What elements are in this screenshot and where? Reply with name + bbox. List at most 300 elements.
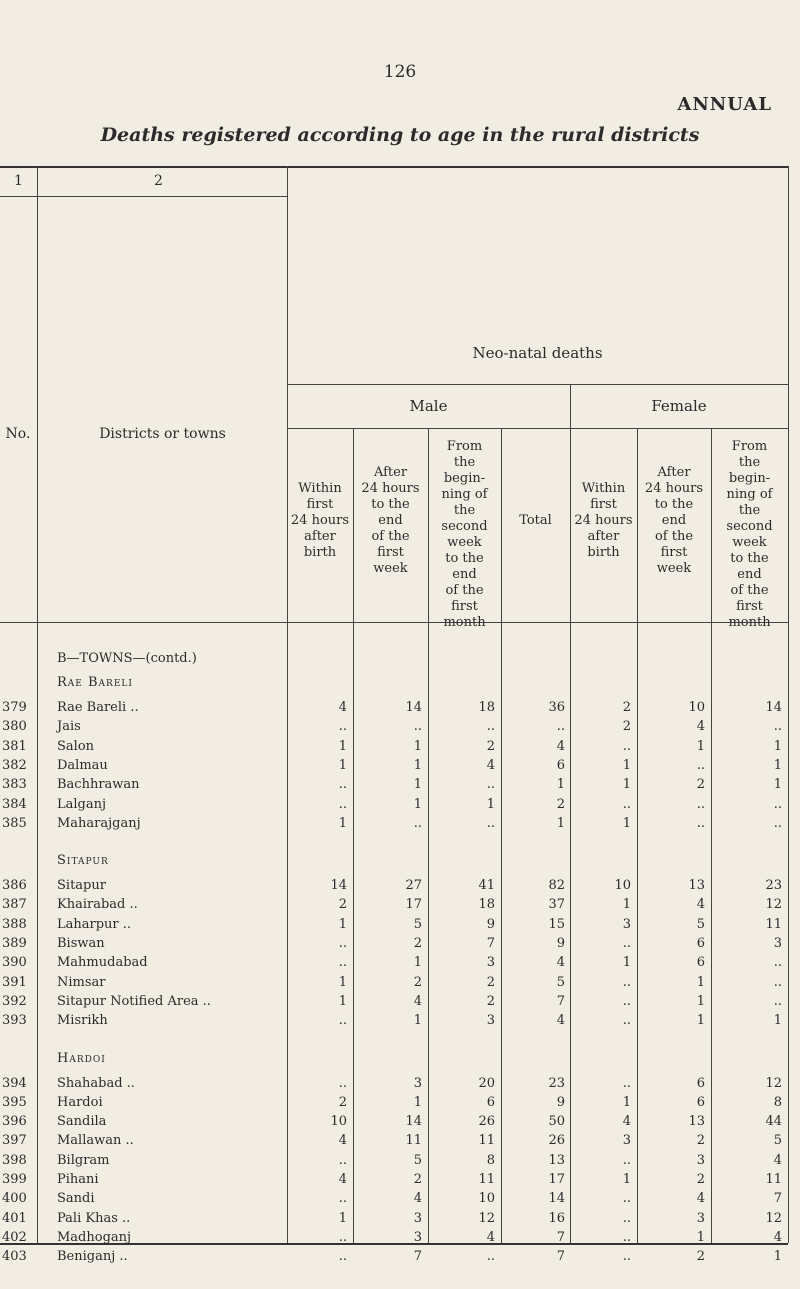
table-cell: 11 [765, 1172, 782, 1187]
row-number: 397 [2, 1133, 27, 1149]
table-cell: 11 [478, 1172, 495, 1187]
table-cell: 20 [478, 1075, 495, 1091]
table-cell: 1 [696, 738, 705, 754]
table-cell: 23 [765, 878, 782, 894]
table-cell: 1 [773, 1013, 782, 1029]
table-cell: .. [486, 815, 495, 831]
table-cell: .. [486, 1249, 495, 1265]
header-male-after-24h-line: week [373, 561, 408, 576]
table-cell: 2 [696, 1249, 705, 1265]
table-cell: 1 [413, 1013, 422, 1029]
table-cell: .. [338, 719, 347, 735]
table-cell: 1 [413, 955, 422, 971]
row-number: 391 [2, 974, 27, 990]
table-cell: 4 [556, 738, 565, 754]
table-cell: 13 [548, 1152, 565, 1168]
table-cell: 1 [622, 1094, 631, 1110]
header-female: Female [651, 397, 707, 415]
header-male-within-24h-line: after [304, 529, 336, 544]
table-cell: 4 [556, 955, 565, 971]
table-cell: 11 [405, 1133, 422, 1149]
table-cell: 2 [413, 1172, 422, 1187]
table-cell: 8 [773, 1094, 782, 1110]
row-number: 390 [2, 955, 27, 971]
vrule-right [788, 166, 789, 1243]
table-cell: 12 [765, 897, 782, 913]
table-cell: 6 [696, 1075, 705, 1091]
table-cell: .. [338, 1229, 347, 1245]
header-female-second-week-line: ning of [726, 487, 773, 502]
table-cell: .. [556, 719, 565, 735]
table-cell: 7 [556, 993, 565, 1009]
colnum-rule [0, 196, 287, 197]
table-cell: 9 [486, 916, 495, 932]
district-name: Pihani [57, 1172, 99, 1187]
table-cell: 14 [548, 1191, 565, 1207]
header-female-after-24h-line: 24 hours [644, 481, 704, 496]
header-female-within-24h [570, 481, 637, 561]
header-annual: ANNUAL [677, 94, 772, 115]
row-number: 388 [2, 916, 27, 932]
table-cell: 1 [338, 974, 347, 990]
table-cell: 4 [622, 1114, 631, 1130]
header-female-after-24h-line: of the [654, 529, 694, 544]
header-female-second-week-line: week [732, 535, 767, 550]
district-name: Misrikh [57, 1013, 108, 1029]
table-cell: 3 [413, 1210, 422, 1226]
row-number: 387 [2, 897, 27, 913]
table-cell: 13 [688, 878, 705, 894]
table-cell: 4 [696, 719, 705, 735]
table-cell: 2 [696, 1133, 705, 1149]
table-cell: 16 [548, 1210, 565, 1226]
row-number: 382 [2, 757, 27, 773]
page-number: 126 [383, 62, 417, 82]
header-female-second-week-line: the [738, 455, 761, 470]
table-cell: 1 [338, 738, 347, 754]
header-male-second-week [428, 439, 501, 631]
table-cell: 2 [486, 974, 495, 990]
district-name: Mallawan .. [57, 1133, 134, 1149]
header-female-second-week-line: first [736, 599, 763, 614]
table-cell: 15 [548, 916, 565, 932]
header-male-second-week-line: month [443, 615, 486, 630]
district-name: Salon [57, 738, 95, 754]
header-male-within-24h-line: 24 hours [290, 513, 350, 528]
neonatal-rule [287, 384, 788, 385]
table-cell: 11 [765, 916, 782, 932]
district-name: Mahmudabad [57, 955, 148, 971]
district-name: Bachhrawan [57, 777, 140, 793]
district-name: Dalmau [57, 757, 108, 773]
table-cell: .. [773, 796, 782, 812]
table-cell: 4 [556, 1013, 565, 1029]
table-cell: .. [622, 1210, 631, 1226]
table-cell: 2 [696, 777, 705, 793]
table-cell: 44 [765, 1114, 782, 1130]
table-cell: .. [338, 936, 347, 951]
vrule-no [37, 166, 38, 1243]
header-male-after-24h-line: of the [371, 529, 410, 544]
table-cell: 1 [556, 815, 565, 831]
table-cell: .. [696, 796, 705, 812]
table-cell: 26 [548, 1133, 565, 1149]
header-male-second-week-line: begin- [443, 471, 486, 486]
table-cell: .. [413, 719, 422, 735]
table-cell: 2 [486, 993, 495, 1009]
header-male-second-week-line: the [453, 455, 476, 470]
header-female-after-24h-line: end [661, 513, 687, 528]
table-cell: .. [773, 993, 782, 1009]
table-cell: 2 [696, 1172, 705, 1187]
header-male-after-24h-line: 24 hours [361, 481, 420, 496]
table-cell: 4 [773, 1229, 782, 1245]
table-cell: 10 [614, 878, 631, 894]
header-male-after-24h-line: first [377, 545, 404, 560]
table-cell: 6 [696, 936, 705, 951]
table-cell: 3 [486, 1013, 495, 1029]
table-cell: 1 [622, 815, 631, 831]
table-cell: 5 [413, 916, 422, 932]
table-cell: 1 [696, 993, 705, 1009]
table-cell: 14 [330, 878, 347, 894]
header-female-second-week-line: end [737, 567, 762, 582]
table-cell: 4 [696, 897, 705, 913]
table-cell: 3 [622, 1133, 631, 1149]
table-cell: 4 [413, 993, 422, 1009]
table-cell: .. [696, 815, 705, 831]
table-cell: 1 [556, 777, 565, 793]
table-cell: 5 [413, 1152, 422, 1168]
table-cell: .. [622, 993, 631, 1009]
table-cell: 1 [622, 777, 631, 793]
table-cell: 3 [696, 1210, 705, 1226]
district-name: Beniganj .. [57, 1249, 128, 1265]
header-districts: Districts or towns [99, 426, 226, 442]
table-cell: 4 [486, 757, 495, 773]
table-cell: .. [338, 955, 347, 971]
table-cell: 17 [548, 1172, 565, 1187]
table-cell: 3 [413, 1075, 422, 1091]
table-cell: 37 [548, 897, 565, 913]
table-cell: 1 [338, 815, 347, 831]
header-male-after-24h-line: After [373, 465, 408, 480]
table-cell: 4 [773, 1152, 782, 1168]
table-subtitle: Deaths registered according to age in the rural districts [100, 124, 700, 146]
header-male-within-24h-line: first [306, 497, 334, 512]
table-cell: 7 [556, 1229, 565, 1245]
table-cell: 2 [413, 936, 422, 951]
table-cell: 1 [413, 777, 422, 793]
district-name: Laharpur .. [57, 916, 132, 932]
table-cell: 1 [338, 993, 347, 1009]
table-cell: .. [622, 974, 631, 990]
table-cell: 2 [338, 897, 347, 913]
table-cell: 4 [696, 1191, 705, 1207]
table-cell: 17 [405, 897, 422, 913]
header-male-second-week-line: ning of [441, 487, 488, 502]
table-cell: 6 [556, 757, 565, 773]
table-cell: 1 [622, 897, 631, 913]
table-cell: 14 [405, 700, 422, 715]
table-cell: 10 [688, 700, 705, 715]
table-cell: 1 [413, 738, 422, 754]
table-cell: 4 [486, 1229, 495, 1245]
table-cell: 2 [556, 796, 565, 812]
table-cell: .. [338, 796, 347, 812]
table-cell: .. [486, 777, 495, 793]
district-name: Maharajganj [57, 815, 141, 831]
table-cell: 6 [486, 1094, 495, 1110]
header-male-second-week-line: the [453, 503, 476, 518]
table-cell: 12 [765, 1210, 782, 1226]
district-name: Lalganj [57, 796, 107, 812]
header-female-second-week-line: begin- [728, 471, 771, 486]
table-cell: 36 [548, 700, 565, 715]
table-cell: 7 [413, 1249, 422, 1265]
section-heading: Sitapur [57, 853, 109, 869]
district-name: Sitapur Notified Area .. [57, 993, 211, 1009]
header-neonatal: Neo-natal deaths [472, 344, 603, 362]
table-cell: 14 [765, 700, 782, 715]
row-number: 396 [2, 1114, 27, 1130]
header-male-second-week-line: of the [445, 583, 484, 598]
header-male-second-week-line: second [441, 519, 488, 534]
table-cell: .. [622, 1191, 631, 1207]
table-cell: .. [338, 1152, 347, 1168]
district-name: Shahabad .. [57, 1075, 135, 1091]
table-top-rule [0, 166, 788, 168]
header-female-within-24h-line: first [590, 497, 617, 512]
table-cell: 1 [773, 738, 782, 754]
district-name: Biswan [57, 936, 105, 951]
table-cell: .. [622, 1075, 631, 1091]
table-cell: .. [622, 1152, 631, 1168]
table-cell: 7 [556, 1249, 565, 1265]
table-cell: .. [773, 815, 782, 831]
table-cell: 1 [413, 1094, 422, 1110]
row-number: 394 [2, 1075, 27, 1091]
table-cell: 11 [478, 1133, 495, 1149]
sex-rule [287, 428, 788, 429]
table-cell: .. [773, 974, 782, 990]
vrule-c3 [501, 428, 502, 1243]
table-cell: .. [338, 777, 347, 793]
table-cell: .. [773, 955, 782, 971]
header-male-after-24h [353, 465, 428, 577]
section-heading: Hardoi [57, 1050, 106, 1066]
header-female-second-week-line: month [728, 615, 771, 630]
table-cell: 1 [696, 1229, 705, 1245]
row-number: 399 [2, 1172, 27, 1187]
district-name: Khairabad .. [57, 897, 138, 913]
header-female-second-week-line: the [738, 503, 761, 518]
table-cell: .. [622, 1013, 631, 1029]
table-cell: 2 [338, 1094, 347, 1110]
table-cell: .. [413, 815, 422, 831]
table-cell: 7 [486, 936, 495, 951]
table-cell: 23 [548, 1075, 565, 1091]
header-female-second-week-line: second [726, 519, 773, 534]
table-cell: 1 [413, 757, 422, 773]
table-cell: 1 [773, 777, 782, 793]
table-cell: 2 [413, 974, 422, 990]
table-cell: 12 [765, 1075, 782, 1091]
table-cell: 9 [556, 936, 565, 951]
table-cell: 13 [688, 1114, 705, 1130]
table-cell: .. [338, 1075, 347, 1091]
table-cell: 82 [548, 878, 565, 894]
header-female-after-24h-line: After [657, 465, 691, 480]
district-name: Madhoganj [57, 1229, 132, 1245]
row-number: 403 [2, 1249, 27, 1265]
table-cell: .. [622, 1229, 631, 1245]
table-cell: 1 [413, 796, 422, 812]
district-name: Jais [57, 719, 81, 735]
table-cell: 18 [478, 700, 495, 715]
table-cell: 50 [548, 1114, 565, 1130]
vrule-district [287, 166, 288, 1243]
header-male-second-week-line: From [446, 439, 483, 454]
row-number: 385 [2, 815, 27, 831]
header-bottom-rule [0, 622, 788, 623]
table-cell: 10 [330, 1114, 347, 1130]
table-cell: 26 [478, 1114, 495, 1130]
header-female-within-24h-line: birth [587, 545, 620, 560]
table-cell: 12 [478, 1210, 495, 1226]
header-female-after-24h [637, 465, 711, 577]
row-number: 384 [2, 796, 27, 812]
table-cell: 1 [773, 757, 782, 773]
row-number: 398 [2, 1152, 27, 1168]
table-cell: .. [486, 719, 495, 735]
table-cell: 5 [773, 1133, 782, 1149]
table-cell: 14 [405, 1114, 422, 1130]
table-cell: 3 [773, 936, 782, 951]
header-female-second-week [711, 439, 788, 631]
table-cell: 1 [338, 916, 347, 932]
row-number: 400 [2, 1191, 27, 1207]
row-number: 386 [2, 878, 27, 894]
row-number: 393 [2, 1013, 27, 1029]
table-cell: 5 [696, 916, 705, 932]
row-number: 401 [2, 1210, 27, 1226]
district-name: Sandila [57, 1114, 107, 1130]
table-cell: 7 [773, 1191, 782, 1207]
header-male-second-week-line: end [452, 567, 477, 582]
header-male-second-week-line: first [451, 599, 478, 614]
table-cell: 4 [338, 1172, 347, 1187]
table-cell: .. [696, 757, 705, 773]
table-cell: 10 [478, 1191, 495, 1207]
header-female-second-week-line: From [731, 439, 768, 454]
header-male-after-24h-line: to the [371, 497, 410, 512]
district-name: Rae Bareli .. [57, 700, 139, 715]
row-number: 379 [2, 700, 27, 715]
table-cell: .. [622, 738, 631, 754]
table-cell: 1 [486, 796, 495, 812]
column-number-2: 2 [154, 173, 163, 189]
district-name: Sitapur [57, 878, 106, 894]
header-female-after-24h-line: first [660, 545, 688, 560]
table-cell: 1 [773, 1249, 782, 1265]
table-cell: 1 [696, 1013, 705, 1029]
table-cell: 27 [405, 878, 422, 894]
table-cell: 3 [622, 916, 631, 932]
table-cell: 1 [696, 974, 705, 990]
district-name: Bilgram [57, 1152, 110, 1168]
table-cell: 6 [696, 1094, 705, 1110]
table-cell: 41 [478, 878, 495, 894]
table-cell: 5 [556, 974, 565, 990]
header-female-second-week-line: of the [730, 583, 769, 598]
district-name: Nimsar [57, 974, 106, 990]
row-number: 389 [2, 936, 27, 951]
table-cell: .. [622, 936, 631, 951]
table-cell: 3 [696, 1152, 705, 1168]
header-no: No. [5, 426, 31, 442]
header-male-within-24h [287, 481, 353, 561]
table-cell: 1 [622, 1172, 631, 1187]
table-cell: .. [622, 796, 631, 812]
row-number: 383 [2, 777, 27, 793]
table-cell: .. [338, 1191, 347, 1207]
header-female-within-24h-line: Within [581, 481, 626, 496]
table-cell: 4 [338, 700, 347, 715]
header-female-after-24h-line: week [656, 561, 692, 576]
table-cell: .. [622, 1249, 631, 1265]
table-cell: 4 [413, 1191, 422, 1207]
table-cell: 1 [338, 1210, 347, 1226]
row-number: 380 [2, 719, 27, 735]
table-cell: 3 [413, 1229, 422, 1245]
table-cell: 2 [622, 700, 631, 715]
header-female-within-24h-line: after [587, 529, 620, 544]
table-cell: 18 [478, 897, 495, 913]
table-cell: .. [338, 1013, 347, 1029]
table-cell: 1 [622, 757, 631, 773]
row-number: 395 [2, 1094, 27, 1110]
table-cell: 1 [338, 757, 347, 773]
table-cell: 3 [486, 955, 495, 971]
table-cell: 1 [622, 955, 631, 971]
table-cell: 2 [486, 738, 495, 754]
row-number: 392 [2, 993, 27, 1009]
header-male-within-24h-line: birth [303, 545, 337, 560]
column-number-1: 1 [14, 173, 23, 189]
header-male-second-week-line: to the [445, 551, 484, 566]
row-number: 381 [2, 738, 27, 754]
district-name: Sandi [57, 1191, 95, 1207]
table-cell: .. [338, 1249, 347, 1265]
table-cell: .. [773, 719, 782, 735]
table-cell: 4 [338, 1133, 347, 1149]
header-female-second-week-line: to the [730, 551, 769, 566]
section-heading: Rae Bareli [57, 675, 133, 690]
header-male: Male [409, 397, 448, 415]
row-number: 402 [2, 1229, 27, 1245]
towns-heading: B—TOWNS—(contd.) [57, 651, 197, 666]
table-cell: 6 [696, 955, 705, 971]
header-female-after-24h-line: to the [654, 497, 694, 512]
district-name: Hardoi [57, 1094, 103, 1110]
table-cell: 2 [622, 719, 631, 735]
district-name: Pali Khas .. [57, 1210, 131, 1226]
header-female-within-24h-line: 24 hours [574, 513, 633, 528]
table-cell: 8 [486, 1152, 495, 1168]
table-cell: 9 [556, 1094, 565, 1110]
header-male-within-24h-line: Within [298, 481, 342, 496]
